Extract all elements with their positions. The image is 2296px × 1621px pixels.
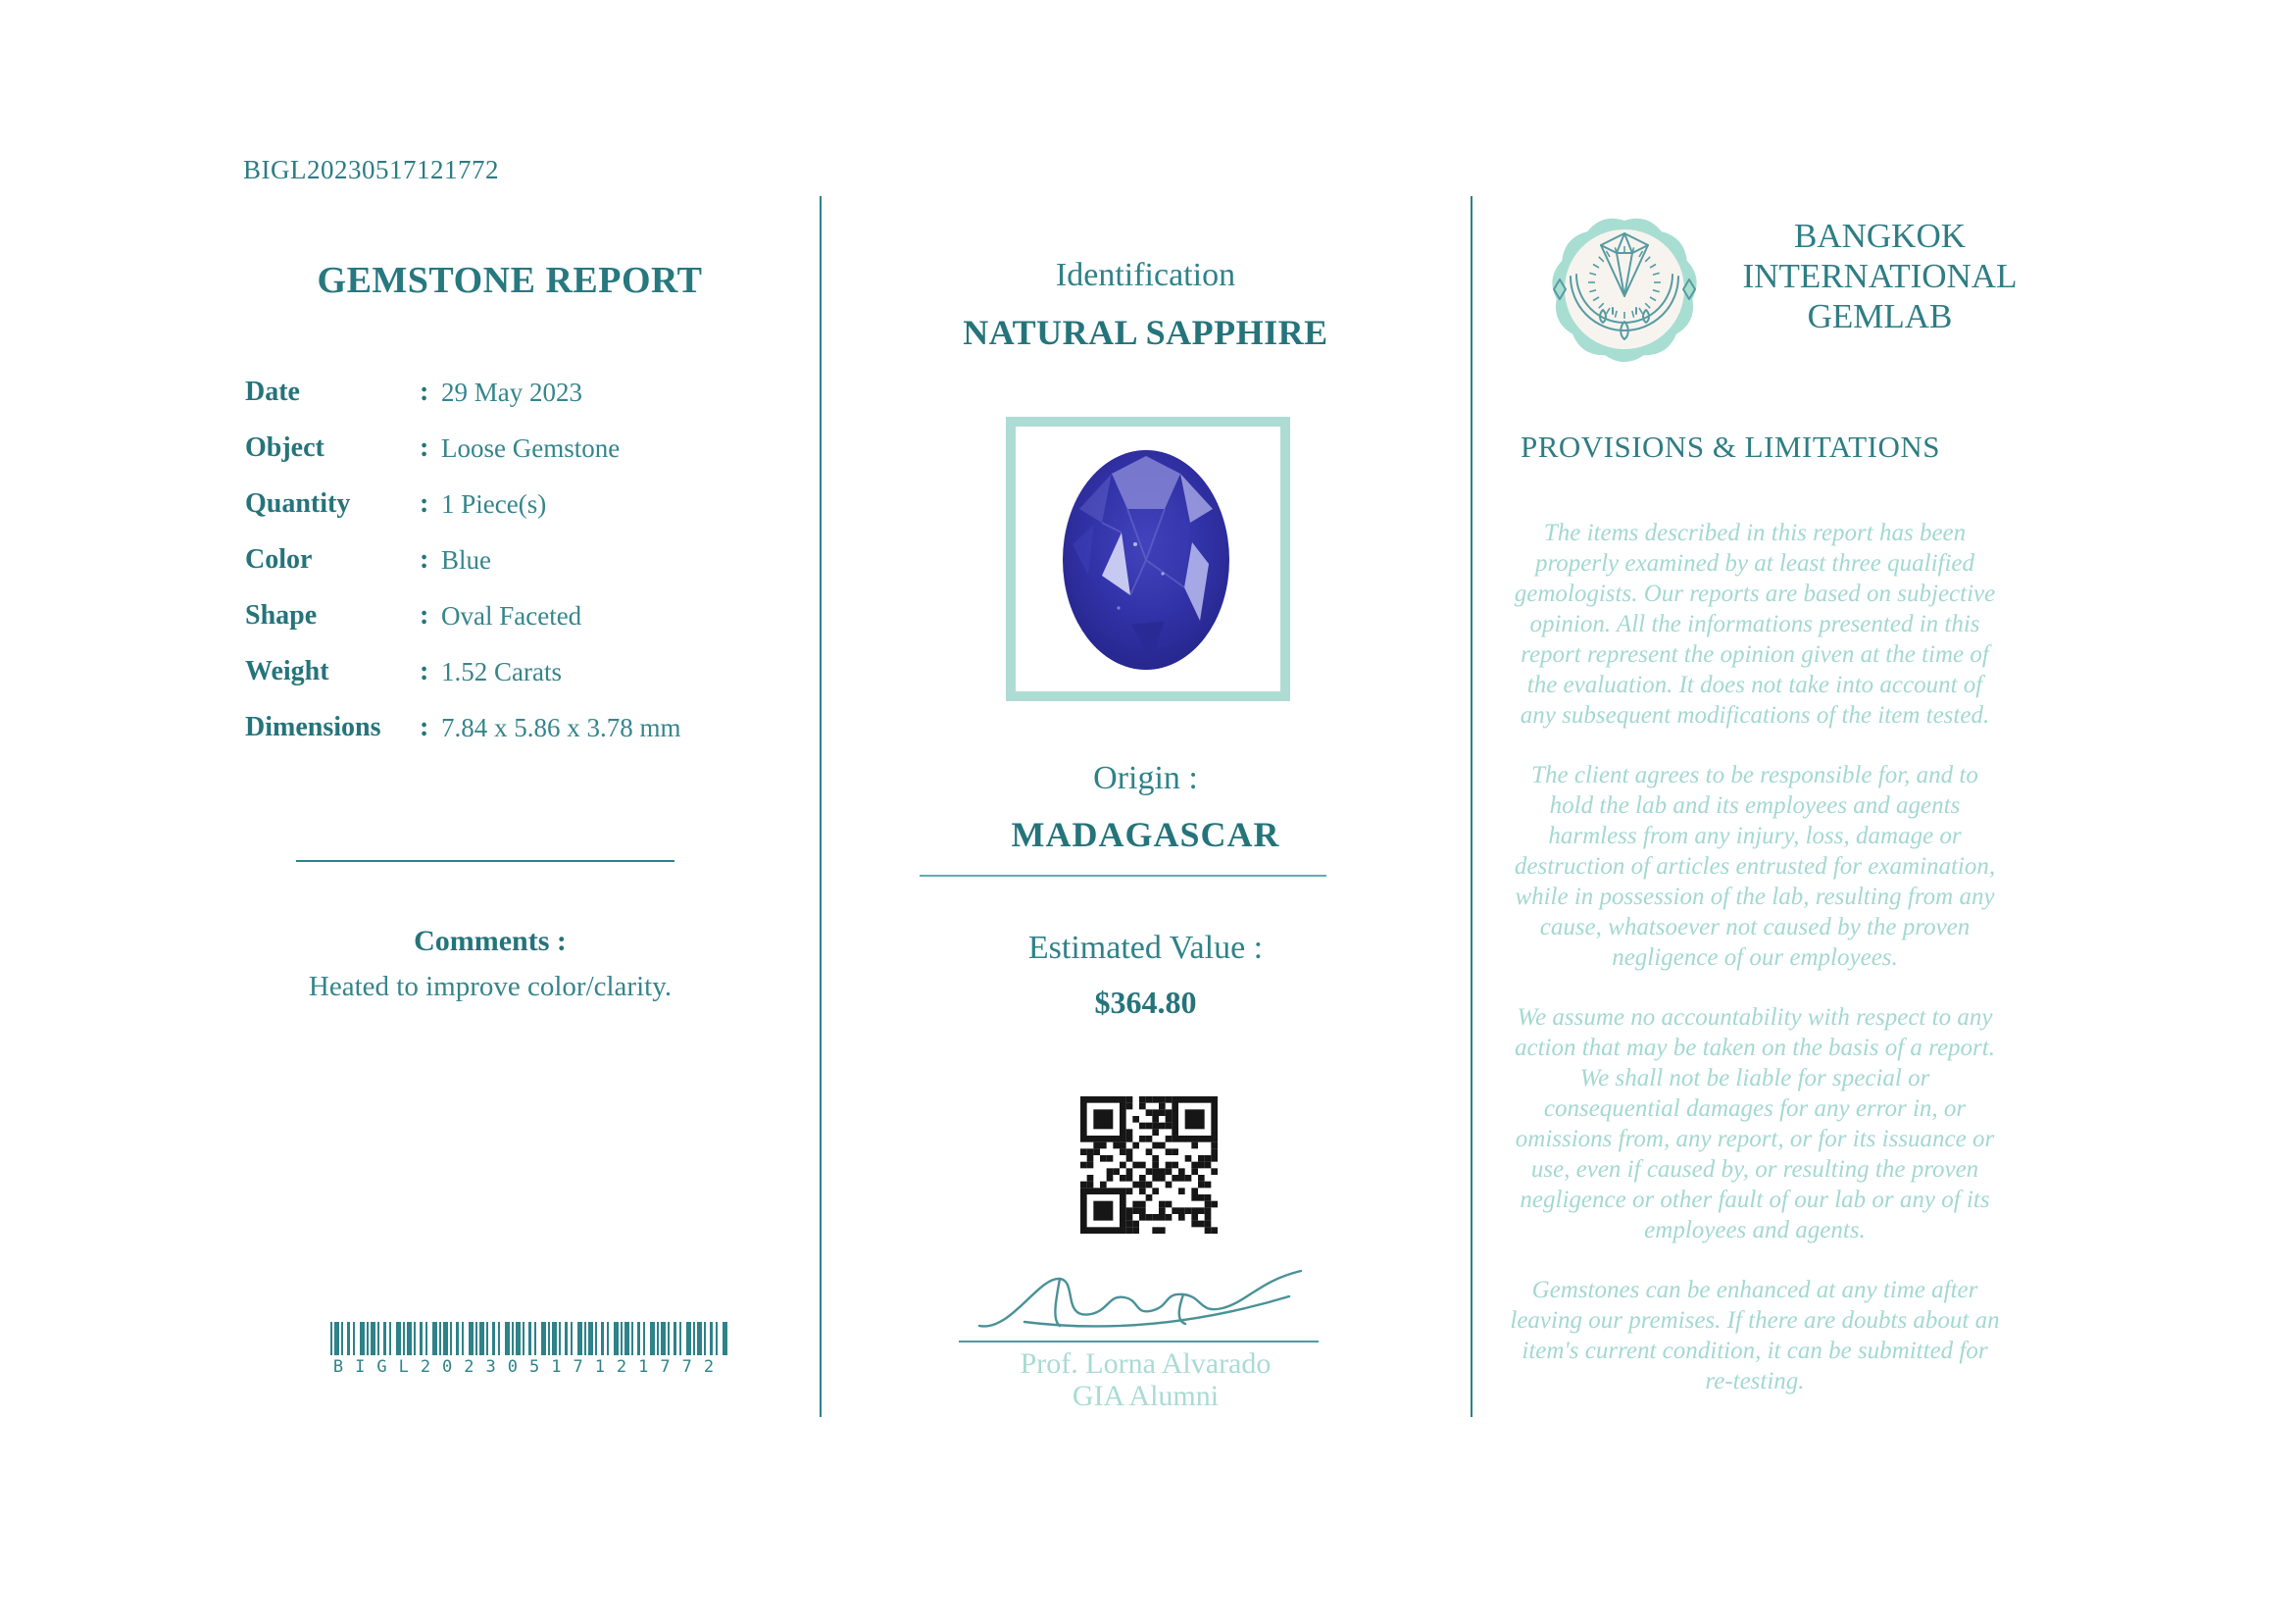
field-label: Weight — [245, 656, 329, 686]
barcode — [330, 1322, 728, 1355]
field-colon: : — [420, 656, 429, 686]
provisions-heading: PROVISIONS & LIMITATIONS — [1520, 430, 1941, 464]
identification-value: NATURAL SAPPHIRE — [963, 313, 1328, 352]
field-colon: : — [420, 432, 429, 463]
lab-logo — [1544, 206, 1705, 373]
field-label: Color — [245, 544, 313, 575]
qr-code — [1080, 1096, 1218, 1234]
signature-script-icon — [966, 1263, 1321, 1343]
field-row — [245, 431, 716, 487]
field-row — [245, 487, 716, 543]
lab-name — [1711, 216, 2049, 336]
field-label: Shape — [245, 600, 318, 631]
provisions-text — [1510, 518, 2000, 1426]
field-row — [245, 599, 716, 655]
field-row — [245, 376, 716, 431]
column-divider-left — [820, 196, 822, 1417]
field-colon: : — [420, 712, 429, 742]
comments-label: Comments : — [414, 925, 567, 957]
provisions-paragraph: The items described in this report has been properly examined by at least three qualified gemologists. Our reports are based on subjective opinion. All the informations presented in this report represent the opinion given at the time of the evaluation. It does not take into account of any subsequent modifications of the item tested. — [1514, 520, 1996, 729]
provisions-paragraph: We assume no accountability with respect to any action that may be taken on the basis of a report. We shall not be liable for special or consequential damages for any error in, or omissions from, any report, or for its issuance or use, even if caused by, or resulting the proven negligence or other fault of our lab or any of its employees and agents. — [1515, 1004, 1995, 1243]
field-value: Blue — [441, 545, 491, 575]
comments-text: Heated to improve color/clarity. — [308, 971, 673, 1002]
field-value: 1.52 Carats — [441, 657, 562, 686]
field-colon: : — [420, 544, 429, 575]
report-number: BIGL20230517121772 — [243, 155, 499, 184]
signatory-title: GIA Alumni — [1072, 1380, 1220, 1412]
field-value: 1 Piece(s) — [441, 489, 547, 519]
estimated-value-amount: $364.80 — [1094, 985, 1197, 1020]
origin-value: MADAGASCAR — [1011, 815, 1280, 854]
field-colon: : — [420, 600, 429, 631]
field-value: 7.84 x 5.86 x 3.78 mm — [441, 713, 681, 742]
signature-line — [959, 1341, 1319, 1342]
field-row — [245, 543, 716, 599]
field-row — [245, 655, 716, 711]
field-label: Dimensions — [245, 712, 381, 742]
barcode-text: BIGL20230517121772 — [332, 1357, 726, 1377]
lab-name-line: INTERNATIONAL — [1742, 257, 2018, 295]
column-divider-right — [1471, 196, 1472, 1417]
estimated-value-label: Estimated Value : — [1027, 930, 1264, 966]
lab-name-line: BANGKOK — [1794, 217, 1966, 255]
field-label: Date — [245, 377, 300, 407]
gem-photo — [1016, 427, 1280, 691]
lab-name-line: GEMLAB — [1807, 297, 1953, 335]
provisions-paragraph: The client agrees to be responsible for, and to hold the lab and its employees and agents harmless from any injury, loss, damage or destruction of articles entrusted for examination, while in possession of the lab, resulting from any cause, whatsoever not caused by the proven negligence of our employees. — [1514, 762, 1996, 971]
field-row — [245, 711, 716, 767]
origin-separator-line — [920, 875, 1326, 877]
field-colon: : — [420, 377, 429, 407]
comments-separator-line — [296, 860, 674, 862]
origin-label: Origin : — [1093, 760, 1198, 796]
report-title: GEMSTONE REPORT — [317, 260, 703, 301]
field-colon: : — [420, 488, 429, 519]
field-value: Loose Gemstone — [441, 433, 621, 463]
report-fields — [245, 376, 716, 767]
field-value: 29 May 2023 — [441, 378, 582, 407]
field-value: Oval Faceted — [441, 601, 582, 631]
identification-heading: Identification — [1055, 257, 1236, 293]
gem-photo-frame — [1006, 417, 1290, 701]
provisions-paragraph: Gemstones can be enhanced at any time after leaving our premises. If there are doubts about an item's current condition, it can be submitted for re-testing. — [1510, 1277, 2000, 1394]
field-label: Object — [245, 432, 324, 463]
signatory-name: Prof. Lorna Alvarado — [1020, 1347, 1272, 1380]
field-label: Quantity — [245, 488, 351, 519]
